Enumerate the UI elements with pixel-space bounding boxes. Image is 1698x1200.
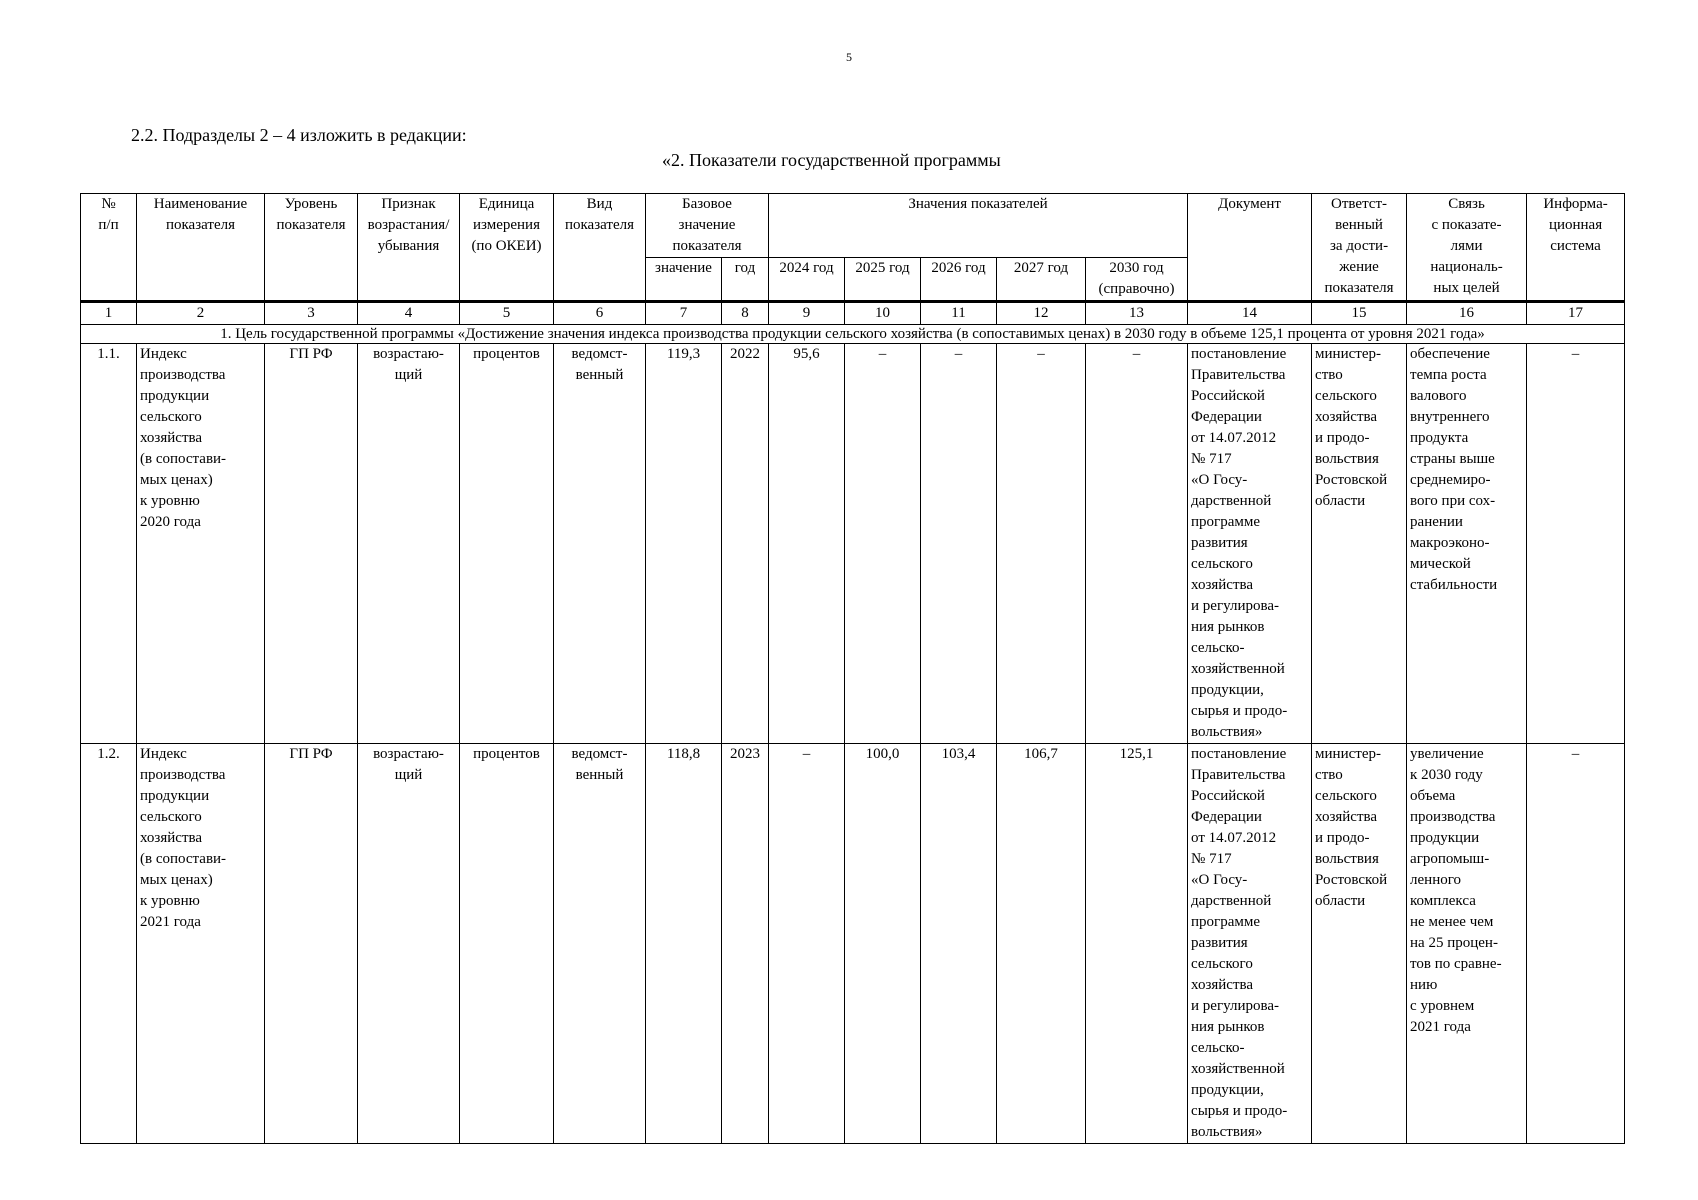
header-base: Базовое значение показателя <box>646 194 769 258</box>
goal-text: 1. Цель государственной программы «Достижение значения индекса производства продукции сельского хозяйства (в сопоставимых ценах) в 2030 году в объеме 125,1 процента от уровня 2021 года» <box>81 325 1625 344</box>
row-trend: возрастаю- щий <box>358 744 460 1144</box>
intro-text: 2.2. Подразделы 2 – 4 изложить в редакции: <box>131 125 467 145</box>
row-value-2024: 95,6 <box>769 344 845 744</box>
row-value-2024: – <box>769 744 845 1144</box>
row-value-2026: 103,4 <box>921 744 997 1144</box>
column-number: 15 <box>1312 302 1407 325</box>
header-2027: 2027 год <box>997 258 1086 302</box>
column-number: 7 <box>646 302 722 325</box>
row-level: ГП РФ <box>265 744 358 1144</box>
column-number: 11 <box>921 302 997 325</box>
row-value-2030: 125,1 <box>1086 744 1188 1144</box>
header-link: Связь с показате- лями националь- ных целей <box>1407 194 1527 302</box>
row-info-system: – <box>1527 744 1625 1144</box>
header-row-1 <box>81 194 1625 258</box>
column-numbers-row <box>81 302 1625 325</box>
row-base-value: 119,3 <box>646 344 722 744</box>
column-number: 10 <box>845 302 921 325</box>
column-number: 6 <box>554 302 646 325</box>
column-number: 12 <box>997 302 1086 325</box>
row-value-2030: – <box>1086 344 1188 744</box>
column-number: 16 <box>1407 302 1527 325</box>
column-number: 2 <box>137 302 265 325</box>
header-level: Уровень показателя <box>265 194 358 302</box>
column-number: 17 <box>1527 302 1625 325</box>
header-base-year: год <box>722 258 769 302</box>
row-name: Индекс производства продукции сельского хозяйства (в сопостави- мых ценах) к уровню 2021 года <box>137 744 265 1144</box>
header-responsible: Ответст- венный за дости- жение показателя <box>1312 194 1407 302</box>
row-name: Индекс производства продукции сельского хозяйства (в сопостави- мых ценах) к уровню 2020 года <box>137 344 265 744</box>
header-unit: Единица измерения (по ОКЕИ) <box>460 194 554 302</box>
section-title: «2. Показатели государственной программы <box>662 150 1001 170</box>
row-value-2025: 100,0 <box>845 744 921 1144</box>
row-value-2027: – <box>997 344 1086 744</box>
column-number: 13 <box>1086 302 1188 325</box>
column-number: 4 <box>358 302 460 325</box>
row-responsible: министер- ство сельского хозяйства и продо- вольствия Ростовской области <box>1312 744 1407 1144</box>
row-base-value: 118,8 <box>646 744 722 1144</box>
header-info-system: Информа- ционная система <box>1527 194 1625 302</box>
column-number: 3 <box>265 302 358 325</box>
row-value-2025: – <box>845 344 921 744</box>
row-value-2027: 106,7 <box>997 744 1086 1144</box>
row-type: ведомст- венный <box>554 744 646 1144</box>
header-2025: 2025 год <box>845 258 921 302</box>
row-level: ГП РФ <box>265 344 358 744</box>
row-document: постановление Правительства Российской Федерации от 14.07.2012 № 717 «О Госу- дарственной программе развития сельского хозяйства и регулирова- ния рынков сельско- хозяйственной продукции, сырья и продо- вольствия» <box>1188 344 1312 744</box>
table-row <box>81 344 1625 744</box>
row-responsible: министер- ство сельского хозяйства и продо- вольствия Ростовской области <box>1312 344 1407 744</box>
header-type: Вид показателя <box>554 194 646 302</box>
row-unit: процентов <box>460 344 554 744</box>
row-unit: процентов <box>460 744 554 1144</box>
column-number: 8 <box>722 302 769 325</box>
row-type: ведомст- венный <box>554 344 646 744</box>
row-value-2026: – <box>921 344 997 744</box>
header-2026: 2026 год <box>921 258 997 302</box>
row-trend: возрастаю- щий <box>358 344 460 744</box>
goal-row <box>81 325 1625 344</box>
header-2024: 2024 год <box>769 258 845 302</box>
row-base-year: 2022 <box>722 344 769 744</box>
row-num: 1.1. <box>81 344 137 744</box>
header-name: Наименование показателя <box>137 194 265 302</box>
header-document: Документ <box>1188 194 1312 302</box>
header-values: Значения показателей <box>769 194 1188 258</box>
header-base-value: значение <box>646 258 722 302</box>
column-number: 1 <box>81 302 137 325</box>
indicators-table <box>80 193 1625 1144</box>
column-number: 14 <box>1188 302 1312 325</box>
header-trend: Признак возрастания/ убывания <box>358 194 460 302</box>
column-number: 9 <box>769 302 845 325</box>
header-2030: 2030 год (справочно) <box>1086 258 1188 302</box>
row-num: 1.2. <box>81 744 137 1144</box>
row-link: увеличение к 2030 году объема производства продукции агропомыш- ленного комплекса не менее чем на 25 процен- тов по сравне- нию с уровнем 2021 года <box>1407 744 1527 1144</box>
page-number: 5 <box>846 50 852 64</box>
row-document: постановление Правительства Российской Федерации от 14.07.2012 № 717 «О Госу- дарственной программе развития сельского хозяйства и регулирова- ния рынков сельско- хозяйственной продукции, сырья и продо- вольствия» <box>1188 744 1312 1144</box>
row-info-system: – <box>1527 344 1625 744</box>
row-base-year: 2023 <box>722 744 769 1144</box>
row-link: обеспечение темпа роста валового внутреннего продукта страны выше среднемиро- вого при сох- ранении макроэконо- мической стабильности <box>1407 344 1527 744</box>
header-num: № п/п <box>81 194 137 302</box>
column-number: 5 <box>460 302 554 325</box>
table-row <box>81 744 1625 1144</box>
